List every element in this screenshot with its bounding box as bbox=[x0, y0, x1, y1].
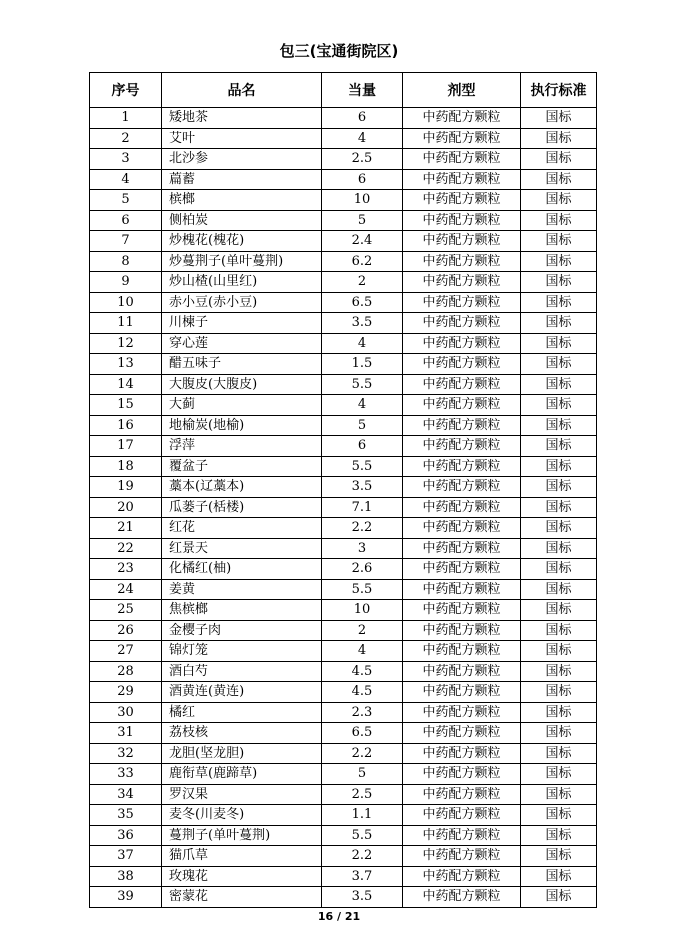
cell-standard: 国标 bbox=[521, 764, 597, 785]
cell-standard: 国标 bbox=[521, 538, 597, 559]
cell-form: 中药配方颗粒 bbox=[403, 210, 521, 231]
table-row bbox=[90, 805, 597, 826]
table-row bbox=[90, 231, 597, 252]
cell-name: 醋五味子 bbox=[162, 354, 322, 375]
table-row bbox=[90, 210, 597, 231]
cell-index: 2 bbox=[90, 128, 162, 149]
cell-name: 龙胆(坚龙胆) bbox=[162, 743, 322, 764]
cell-index: 22 bbox=[90, 538, 162, 559]
cell-form: 中药配方颗粒 bbox=[403, 620, 521, 641]
cell-dose: 3.5 bbox=[322, 887, 403, 908]
cell-dose: 5.5 bbox=[322, 456, 403, 477]
cell-name: 焦槟榔 bbox=[162, 600, 322, 621]
table-row bbox=[90, 723, 597, 744]
cell-form: 中药配方颗粒 bbox=[403, 641, 521, 662]
cell-name: 猫爪草 bbox=[162, 846, 322, 867]
cell-dose: 4.5 bbox=[322, 661, 403, 682]
table-row bbox=[90, 764, 597, 785]
cell-standard: 国标 bbox=[521, 354, 597, 375]
cell-dose: 2 bbox=[322, 272, 403, 293]
cell-standard: 国标 bbox=[521, 395, 597, 416]
cell-standard: 国标 bbox=[521, 518, 597, 539]
cell-standard: 国标 bbox=[521, 149, 597, 170]
cell-form: 中药配方颗粒 bbox=[403, 149, 521, 170]
cell-form: 中药配方颗粒 bbox=[403, 108, 521, 129]
cell-name: 穿心莲 bbox=[162, 333, 322, 354]
cell-dose: 6.2 bbox=[322, 251, 403, 272]
table-row bbox=[90, 887, 597, 908]
cell-index: 6 bbox=[90, 210, 162, 231]
cell-dose: 10 bbox=[322, 600, 403, 621]
table-row bbox=[90, 579, 597, 600]
cell-dose: 6.5 bbox=[322, 292, 403, 313]
cell-dose: 2.5 bbox=[322, 149, 403, 170]
cell-dose: 6 bbox=[322, 108, 403, 129]
cell-dose: 4.5 bbox=[322, 682, 403, 703]
cell-standard: 国标 bbox=[521, 415, 597, 436]
table-row bbox=[90, 190, 597, 211]
cell-standard: 国标 bbox=[521, 682, 597, 703]
page-number: 16 / 21 bbox=[317, 910, 361, 923]
header-dose: 当量 bbox=[322, 73, 403, 108]
table-row bbox=[90, 846, 597, 867]
cell-dose: 5 bbox=[322, 210, 403, 231]
cell-standard: 国标 bbox=[521, 620, 597, 641]
cell-dose: 2.5 bbox=[322, 784, 403, 805]
cell-index: 25 bbox=[90, 600, 162, 621]
cell-index: 9 bbox=[90, 272, 162, 293]
cell-index: 16 bbox=[90, 415, 162, 436]
cell-form: 中药配方颗粒 bbox=[403, 415, 521, 436]
cell-index: 24 bbox=[90, 579, 162, 600]
cell-dose: 4 bbox=[322, 333, 403, 354]
cell-dose: 5.5 bbox=[322, 825, 403, 846]
cell-name: 地榆炭(地榆) bbox=[162, 415, 322, 436]
cell-dose: 2.6 bbox=[322, 559, 403, 580]
cell-dose: 5 bbox=[322, 764, 403, 785]
cell-standard: 国标 bbox=[521, 128, 597, 149]
cell-form: 中药配方颗粒 bbox=[403, 354, 521, 375]
cell-standard: 国标 bbox=[521, 210, 597, 231]
cell-dose: 3 bbox=[322, 538, 403, 559]
cell-form: 中药配方颗粒 bbox=[403, 682, 521, 703]
cell-form: 中药配方颗粒 bbox=[403, 456, 521, 477]
cell-name: 矮地茶 bbox=[162, 108, 322, 129]
cell-form: 中药配方颗粒 bbox=[403, 825, 521, 846]
cell-dose: 6 bbox=[322, 169, 403, 190]
cell-dose: 2.2 bbox=[322, 743, 403, 764]
cell-index: 19 bbox=[90, 477, 162, 498]
cell-standard: 国标 bbox=[521, 579, 597, 600]
table-row bbox=[90, 354, 597, 375]
table-row bbox=[90, 333, 597, 354]
header-name: 品名 bbox=[162, 73, 322, 108]
cell-index: 27 bbox=[90, 641, 162, 662]
cell-form: 中药配方颗粒 bbox=[403, 559, 521, 580]
cell-name: 密蒙花 bbox=[162, 887, 322, 908]
cell-standard: 国标 bbox=[521, 641, 597, 662]
cell-name: 炒山楂(山里红) bbox=[162, 272, 322, 293]
cell-dose: 3.5 bbox=[322, 313, 403, 334]
cell-name: 覆盆子 bbox=[162, 456, 322, 477]
cell-form: 中药配方颗粒 bbox=[403, 805, 521, 826]
cell-name: 蔓荆子(单叶蔓荆) bbox=[162, 825, 322, 846]
cell-name: 艾叶 bbox=[162, 128, 322, 149]
cell-form: 中药配方颗粒 bbox=[403, 518, 521, 539]
cell-standard: 国标 bbox=[521, 456, 597, 477]
cell-index: 26 bbox=[90, 620, 162, 641]
table-row bbox=[90, 374, 597, 395]
page-title: 包三(宝通街院区) bbox=[279, 42, 399, 60]
cell-standard: 国标 bbox=[521, 477, 597, 498]
cell-index: 34 bbox=[90, 784, 162, 805]
cell-index: 23 bbox=[90, 559, 162, 580]
cell-index: 36 bbox=[90, 825, 162, 846]
cell-index: 38 bbox=[90, 866, 162, 887]
table-row bbox=[90, 415, 597, 436]
cell-name: 浮萍 bbox=[162, 436, 322, 457]
cell-index: 14 bbox=[90, 374, 162, 395]
cell-standard: 国标 bbox=[521, 805, 597, 826]
cell-index: 39 bbox=[90, 887, 162, 908]
cell-name: 金樱子肉 bbox=[162, 620, 322, 641]
cell-name: 川楝子 bbox=[162, 313, 322, 334]
cell-standard: 国标 bbox=[521, 190, 597, 211]
cell-dose: 2.2 bbox=[322, 846, 403, 867]
table-row bbox=[90, 866, 597, 887]
table-row bbox=[90, 620, 597, 641]
table-row bbox=[90, 825, 597, 846]
cell-name: 槟榔 bbox=[162, 190, 322, 211]
table-row bbox=[90, 169, 597, 190]
cell-form: 中药配方颗粒 bbox=[403, 333, 521, 354]
cell-form: 中药配方颗粒 bbox=[403, 600, 521, 621]
table-row bbox=[90, 743, 597, 764]
cell-dose: 5.5 bbox=[322, 579, 403, 600]
cell-name: 红花 bbox=[162, 518, 322, 539]
table-row bbox=[90, 436, 597, 457]
table-row bbox=[90, 518, 597, 539]
table-row bbox=[90, 272, 597, 293]
cell-name: 鹿衔草(鹿蹄草) bbox=[162, 764, 322, 785]
cell-form: 中药配方颗粒 bbox=[403, 272, 521, 293]
cell-name: 姜黄 bbox=[162, 579, 322, 600]
cell-form: 中药配方颗粒 bbox=[403, 313, 521, 334]
cell-index: 30 bbox=[90, 702, 162, 723]
cell-standard: 国标 bbox=[521, 272, 597, 293]
cell-dose: 2.3 bbox=[322, 702, 403, 723]
table-body bbox=[90, 108, 597, 908]
cell-standard: 国标 bbox=[521, 497, 597, 518]
cell-dose: 6 bbox=[322, 436, 403, 457]
table-row bbox=[90, 641, 597, 662]
table-row bbox=[90, 784, 597, 805]
cell-form: 中药配方颗粒 bbox=[403, 395, 521, 416]
cell-name: 炒蔓荆子(单叶蔓荆) bbox=[162, 251, 322, 272]
cell-form: 中药配方颗粒 bbox=[403, 292, 521, 313]
cell-name: 橘红 bbox=[162, 702, 322, 723]
cell-form: 中药配方颗粒 bbox=[403, 784, 521, 805]
cell-form: 中药配方颗粒 bbox=[403, 538, 521, 559]
cell-dose: 2.4 bbox=[322, 231, 403, 252]
cell-dose: 5 bbox=[322, 415, 403, 436]
cell-index: 17 bbox=[90, 436, 162, 457]
cell-form: 中药配方颗粒 bbox=[403, 190, 521, 211]
cell-form: 中药配方颗粒 bbox=[403, 743, 521, 764]
cell-index: 13 bbox=[90, 354, 162, 375]
cell-dose: 3.7 bbox=[322, 866, 403, 887]
cell-standard: 国标 bbox=[521, 723, 597, 744]
table-row bbox=[90, 395, 597, 416]
cell-index: 20 bbox=[90, 497, 162, 518]
cell-standard: 国标 bbox=[521, 231, 597, 252]
cell-form: 中药配方颗粒 bbox=[403, 887, 521, 908]
cell-standard: 国标 bbox=[521, 887, 597, 908]
cell-standard: 国标 bbox=[521, 374, 597, 395]
cell-form: 中药配方颗粒 bbox=[403, 579, 521, 600]
cell-name: 藁本(辽藁本) bbox=[162, 477, 322, 498]
cell-standard: 国标 bbox=[521, 251, 597, 272]
table-row bbox=[90, 149, 597, 170]
cell-index: 29 bbox=[90, 682, 162, 703]
cell-dose: 1.1 bbox=[322, 805, 403, 826]
cell-name: 锦灯笼 bbox=[162, 641, 322, 662]
cell-dose: 2.2 bbox=[322, 518, 403, 539]
cell-index: 32 bbox=[90, 743, 162, 764]
cell-name: 赤小豆(赤小豆) bbox=[162, 292, 322, 313]
cell-standard: 国标 bbox=[521, 866, 597, 887]
cell-form: 中药配方颗粒 bbox=[403, 661, 521, 682]
cell-form: 中药配方颗粒 bbox=[403, 128, 521, 149]
cell-standard: 国标 bbox=[521, 436, 597, 457]
cell-dose: 6.5 bbox=[322, 723, 403, 744]
cell-standard: 国标 bbox=[521, 108, 597, 129]
cell-dose: 7.1 bbox=[322, 497, 403, 518]
cell-form: 中药配方颗粒 bbox=[403, 251, 521, 272]
cell-standard: 国标 bbox=[521, 825, 597, 846]
table-row bbox=[90, 559, 597, 580]
cell-dose: 2 bbox=[322, 620, 403, 641]
cell-index: 3 bbox=[90, 149, 162, 170]
cell-name: 酒黄连(黄连) bbox=[162, 682, 322, 703]
cell-standard: 国标 bbox=[521, 702, 597, 723]
table-row bbox=[90, 251, 597, 272]
cell-standard: 国标 bbox=[521, 661, 597, 682]
header-standard: 执行标准 bbox=[521, 73, 597, 108]
cell-name: 大蓟 bbox=[162, 395, 322, 416]
table-header-row bbox=[90, 73, 597, 108]
cell-index: 18 bbox=[90, 456, 162, 477]
cell-standard: 国标 bbox=[521, 743, 597, 764]
table-row bbox=[90, 313, 597, 334]
cell-form: 中药配方颗粒 bbox=[403, 497, 521, 518]
cell-form: 中药配方颗粒 bbox=[403, 169, 521, 190]
cell-standard: 国标 bbox=[521, 600, 597, 621]
cell-index: 35 bbox=[90, 805, 162, 826]
cell-standard: 国标 bbox=[521, 784, 597, 805]
cell-dose: 4 bbox=[322, 395, 403, 416]
cell-dose: 1.5 bbox=[322, 354, 403, 375]
table-row bbox=[90, 128, 597, 149]
cell-name: 侧柏炭 bbox=[162, 210, 322, 231]
cell-index: 8 bbox=[90, 251, 162, 272]
cell-name: 北沙参 bbox=[162, 149, 322, 170]
cell-form: 中药配方颗粒 bbox=[403, 702, 521, 723]
cell-dose: 4 bbox=[322, 641, 403, 662]
table-row bbox=[90, 477, 597, 498]
cell-name: 大腹皮(大腹皮) bbox=[162, 374, 322, 395]
table-row bbox=[90, 661, 597, 682]
cell-index: 10 bbox=[90, 292, 162, 313]
cell-name: 玫瑰花 bbox=[162, 866, 322, 887]
cell-name: 化橘红(柚) bbox=[162, 559, 322, 580]
cell-form: 中药配方颗粒 bbox=[403, 866, 521, 887]
cell-form: 中药配方颗粒 bbox=[403, 231, 521, 252]
cell-index: 4 bbox=[90, 169, 162, 190]
cell-name: 炒槐花(槐花) bbox=[162, 231, 322, 252]
cell-index: 5 bbox=[90, 190, 162, 211]
table-row bbox=[90, 682, 597, 703]
table-row bbox=[90, 456, 597, 477]
cell-name: 酒白芍 bbox=[162, 661, 322, 682]
cell-index: 11 bbox=[90, 313, 162, 334]
cell-name: 瓜蒌子(栝楼) bbox=[162, 497, 322, 518]
cell-index: 31 bbox=[90, 723, 162, 744]
cell-dose: 5.5 bbox=[322, 374, 403, 395]
cell-standard: 国标 bbox=[521, 846, 597, 867]
cell-standard: 国标 bbox=[521, 292, 597, 313]
cell-index: 1 bbox=[90, 108, 162, 129]
cell-dose: 4 bbox=[322, 128, 403, 149]
cell-form: 中药配方颗粒 bbox=[403, 764, 521, 785]
cell-form: 中药配方颗粒 bbox=[403, 846, 521, 867]
table-row bbox=[90, 108, 597, 129]
cell-form: 中药配方颗粒 bbox=[403, 374, 521, 395]
cell-index: 21 bbox=[90, 518, 162, 539]
cell-name: 荔枝核 bbox=[162, 723, 322, 744]
cell-form: 中药配方颗粒 bbox=[403, 477, 521, 498]
table-row bbox=[90, 538, 597, 559]
cell-index: 33 bbox=[90, 764, 162, 785]
table-row bbox=[90, 702, 597, 723]
cell-index: 15 bbox=[90, 395, 162, 416]
cell-index: 37 bbox=[90, 846, 162, 867]
cell-standard: 国标 bbox=[521, 313, 597, 334]
cell-dose: 3.5 bbox=[322, 477, 403, 498]
cell-standard: 国标 bbox=[521, 169, 597, 190]
cell-name: 麦冬(川麦冬) bbox=[162, 805, 322, 826]
header-index: 序号 bbox=[90, 73, 162, 108]
cell-name: 罗汉果 bbox=[162, 784, 322, 805]
cell-index: 28 bbox=[90, 661, 162, 682]
cell-dose: 10 bbox=[322, 190, 403, 211]
table-row bbox=[90, 600, 597, 621]
cell-form: 中药配方颗粒 bbox=[403, 436, 521, 457]
cell-standard: 国标 bbox=[521, 559, 597, 580]
cell-index: 12 bbox=[90, 333, 162, 354]
cell-name: 萹蓄 bbox=[162, 169, 322, 190]
table-row bbox=[90, 497, 597, 518]
table-row bbox=[90, 292, 597, 313]
cell-form: 中药配方颗粒 bbox=[403, 723, 521, 744]
product-table bbox=[89, 72, 597, 908]
cell-name: 红景天 bbox=[162, 538, 322, 559]
cell-index: 7 bbox=[90, 231, 162, 252]
header-form: 剂型 bbox=[403, 73, 521, 108]
cell-standard: 国标 bbox=[521, 333, 597, 354]
